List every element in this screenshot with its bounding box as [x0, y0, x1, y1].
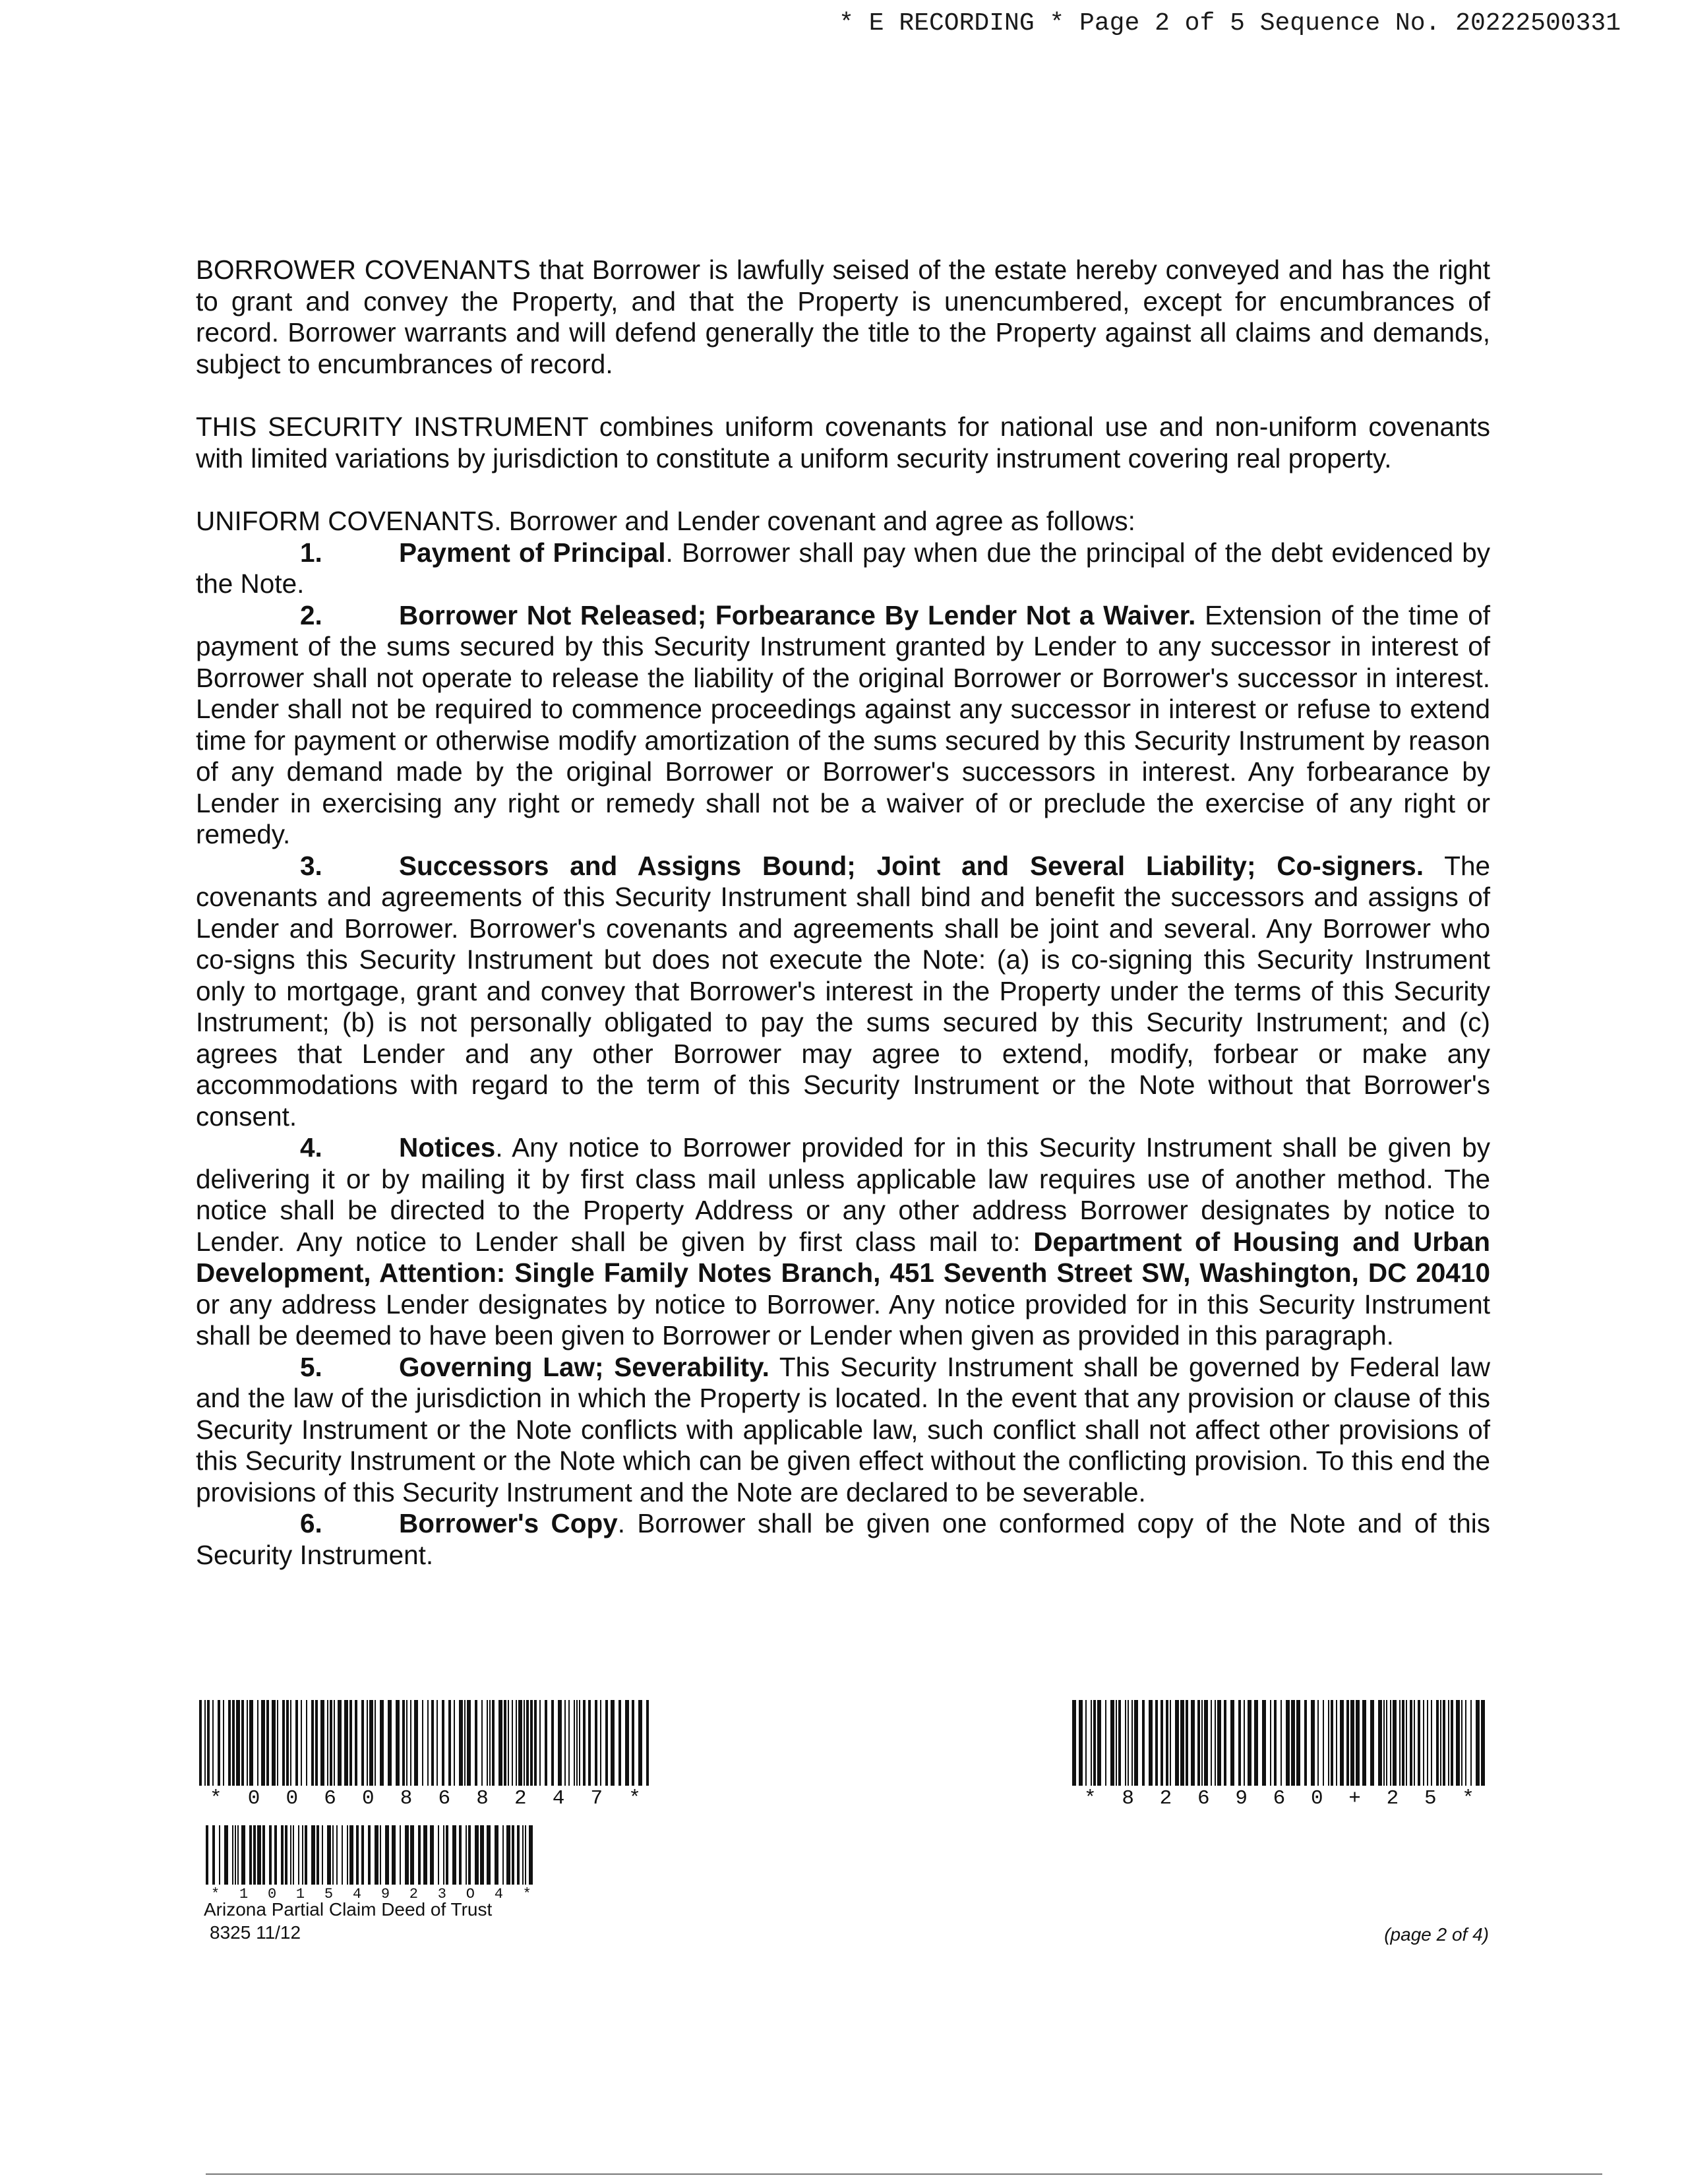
barcode-digit: *: [210, 1787, 222, 1810]
loan-number-barcode: [199, 1700, 651, 1810]
covenant-6: [196, 1508, 1490, 1571]
barcode-digit: 8: [476, 1787, 489, 1810]
barcode-digit: 6: [1197, 1787, 1210, 1810]
covenant-text: . Any notice to Borrower provided for in this Security Instrument shall be given by delivering it or by mailing it by first class mail unless applicable law requires use of another method. The notice shall be directed to the Property Address or any other address Borrower designates by notice to Lender. Any notice to Lender shall be given by first class mail to:: [196, 1132, 1490, 1257]
barcode-digit: 9: [1235, 1787, 1248, 1810]
document-body: [196, 255, 1490, 1571]
barcode-digit: 0: [1310, 1787, 1323, 1810]
covenant-text: . Borrower shall be given one conformed copy of the Note and of this Security Instrument.: [196, 1508, 1491, 1570]
barcode-digits: [1072, 1787, 1486, 1810]
borrower-covenants-paragraph: BORROWER COVENANTS that Borrower is lawfully seised of the estate hereby conveyed and has the right to grant and convey the Property, and that the Property is unencumbered, except for encumbrances of record. Borrower warrants and will defend generally the title to the Property against all claims and demands, subject to encumbrances of record.: [196, 255, 1490, 379]
bottom-scan-line: [206, 2173, 1602, 2175]
page-indicator: (page 2 of 4): [1384, 1924, 1489, 1945]
covenant-title: Borrower's Copy: [399, 1508, 618, 1538]
barcode-digit: 6: [1273, 1787, 1286, 1810]
barcode-digit: 1: [239, 1886, 249, 1902]
barcode-digit: 1: [295, 1886, 305, 1902]
recording-label: * E RECORDING *: [839, 9, 1065, 38]
covenant-1: [196, 537, 1490, 600]
covenant-text-continued: or any address Lender designates by notice to Borrower. Any notice provided for in this Security Instrument shall be deemed to have been given to Borrower or Lender when given as provided in this paragraph.: [196, 1289, 1490, 1350]
form-name: Arizona Partial Claim Deed of Trust: [204, 1899, 493, 1920]
covenant-3: [196, 851, 1490, 1133]
recording-sequence: Sequence No. 20222500331: [1259, 9, 1621, 38]
covenant-text: This Security Instrument shall be governed by Federal law and the law of the jurisdiction in which the Property is located. In the event that any provision or clause of this Security Instrument or the Note conflicts with applicable law, such conflict shall not affect other provisions of this Security Instrument or the Note which can be given effect without the conflicting provision. To this end the provisions of this Security Instrument and the Note are declared to be severable.: [196, 1351, 1490, 1507]
covenant-text: . Borrower shall pay when due the principal of the debt evidenced by the Note.: [196, 537, 1490, 599]
barcode-digit: 9: [380, 1886, 390, 1902]
barcode-bars-graphic: [1072, 1700, 1486, 1786]
barcode-digit: 2: [409, 1886, 418, 1902]
barcode-digit: 6: [438, 1787, 451, 1810]
barcode-digit: 6: [324, 1787, 336, 1810]
covenant-title: Notices: [399, 1132, 496, 1163]
covenant-text: Extension of the time of payment of the sums secured by this Security Instrument granted by Lender to any successor in interest of Borrower shall not operate to release the liability of the original Borrower or Borrower's successor in interest. Lender shall not be required to commence proceedings against any successor in interest or refuse to extend time for payment or otherwise modify amortization of the sums secured by this Security Instrument by reason of any demand made by the original Borrower or Borrower's successors in interest. Any forbearance by Lender in exercising any right or remedy shall not be a waiver of or preclude the exercise of any right or remedy.: [196, 599, 1490, 849]
barcode-digit: *: [1462, 1787, 1474, 1810]
covenant-5: [196, 1352, 1490, 1509]
covenant-number: 4.: [300, 1132, 322, 1163]
barcode-digit: 5: [1424, 1787, 1437, 1810]
barcode-digit: 4: [494, 1886, 503, 1902]
covenant-number: 3.: [300, 850, 322, 881]
barcode-digit: 8: [400, 1787, 413, 1810]
barcode-digit: O: [466, 1886, 475, 1902]
barcode-digit: *: [628, 1787, 641, 1810]
covenant-title: Successors and Assigns Bound; Joint and Several Liability; Co-signers.: [399, 850, 1424, 881]
barcode-digit: 4: [352, 1886, 362, 1902]
barcode-digit: *: [522, 1886, 531, 1902]
form-number: 8325 11/12: [210, 1922, 301, 1943]
barcode-digit: 0: [267, 1886, 277, 1902]
covenant-number: 5.: [300, 1351, 322, 1382]
barcode-digit: 0: [247, 1787, 260, 1810]
barcode-digit: 2: [1386, 1787, 1399, 1810]
barcode-digit: 2: [1159, 1787, 1172, 1810]
covenant-2: [196, 600, 1490, 851]
recording-header: [839, 9, 1621, 38]
recording-page: Page 2 of 5: [1079, 9, 1245, 38]
covenant-number: 6.: [300, 1508, 322, 1538]
barcode-digits: [199, 1787, 651, 1810]
reference-number-barcode: [1072, 1700, 1486, 1810]
covenant-title: Payment of Principal: [399, 537, 666, 568]
barcode-digit: 7: [590, 1787, 603, 1810]
barcode-digit: *: [211, 1886, 220, 1902]
covenant-number: 1.: [300, 537, 322, 568]
barcode-digit: 8: [1122, 1787, 1134, 1810]
uniform-covenants-intro: UNIFORM COVENANTS. Borrower and Lender covenant and agree as follows:: [196, 506, 1135, 536]
barcode-digit: 2: [514, 1787, 527, 1810]
barcode-digit: 3: [437, 1886, 446, 1902]
barcode-bars-graphic: [206, 1825, 537, 1885]
barcode-digit: 4: [552, 1787, 565, 1810]
covenant-title: Borrower Not Released; Forbearance By Lender Not a Waiver.: [399, 599, 1196, 630]
barcode-digit: +: [1348, 1787, 1361, 1810]
covenant-number: 2.: [300, 599, 322, 630]
barcode-digit: *: [1084, 1787, 1097, 1810]
barcode-bars-graphic: [199, 1700, 651, 1786]
document-number-barcode: [206, 1825, 537, 1902]
covenant-4: [196, 1132, 1490, 1352]
covenant-text: The covenants and agreements of this Security Instrument shall bind and benefit the successors and assigns of Lender and Borrower. Borrower's covenants and agreements shall be joint and several. Any Borrower who co-signs this Security Instrument but does not execute the Note: (a) is co-signing this Security Instrument only to mortgage, grant and convey that Borrower's interest in the Property under the terms of this Security Instrument; (b) is not personally obligated to pay the sums secured by this Security Instrument; and (c) agrees that Lender and any other Borrower may agree to extend, modify, forbear or make any accommodations with regard to the term of this Security Instrument or the Note without that Borrower's consent.: [196, 850, 1490, 1132]
barcode-digit: 0: [286, 1787, 299, 1810]
security-instrument-paragraph: THIS SECURITY INSTRUMENT combines uniform covenants for national use and non-uniform covenants with limited variations by jurisdiction to constitute a uniform security instrument covering real property.: [196, 411, 1490, 473]
barcode-digit: 0: [362, 1787, 375, 1810]
covenant-title: Governing Law; Severability.: [399, 1351, 769, 1382]
barcode-digit: 5: [324, 1886, 334, 1902]
hud-address: Department of Housing and Urban Development, Attention: Single Family Notes Branch, 451 Seventh Street SW, Washington, DC 20410: [196, 1226, 1490, 1288]
